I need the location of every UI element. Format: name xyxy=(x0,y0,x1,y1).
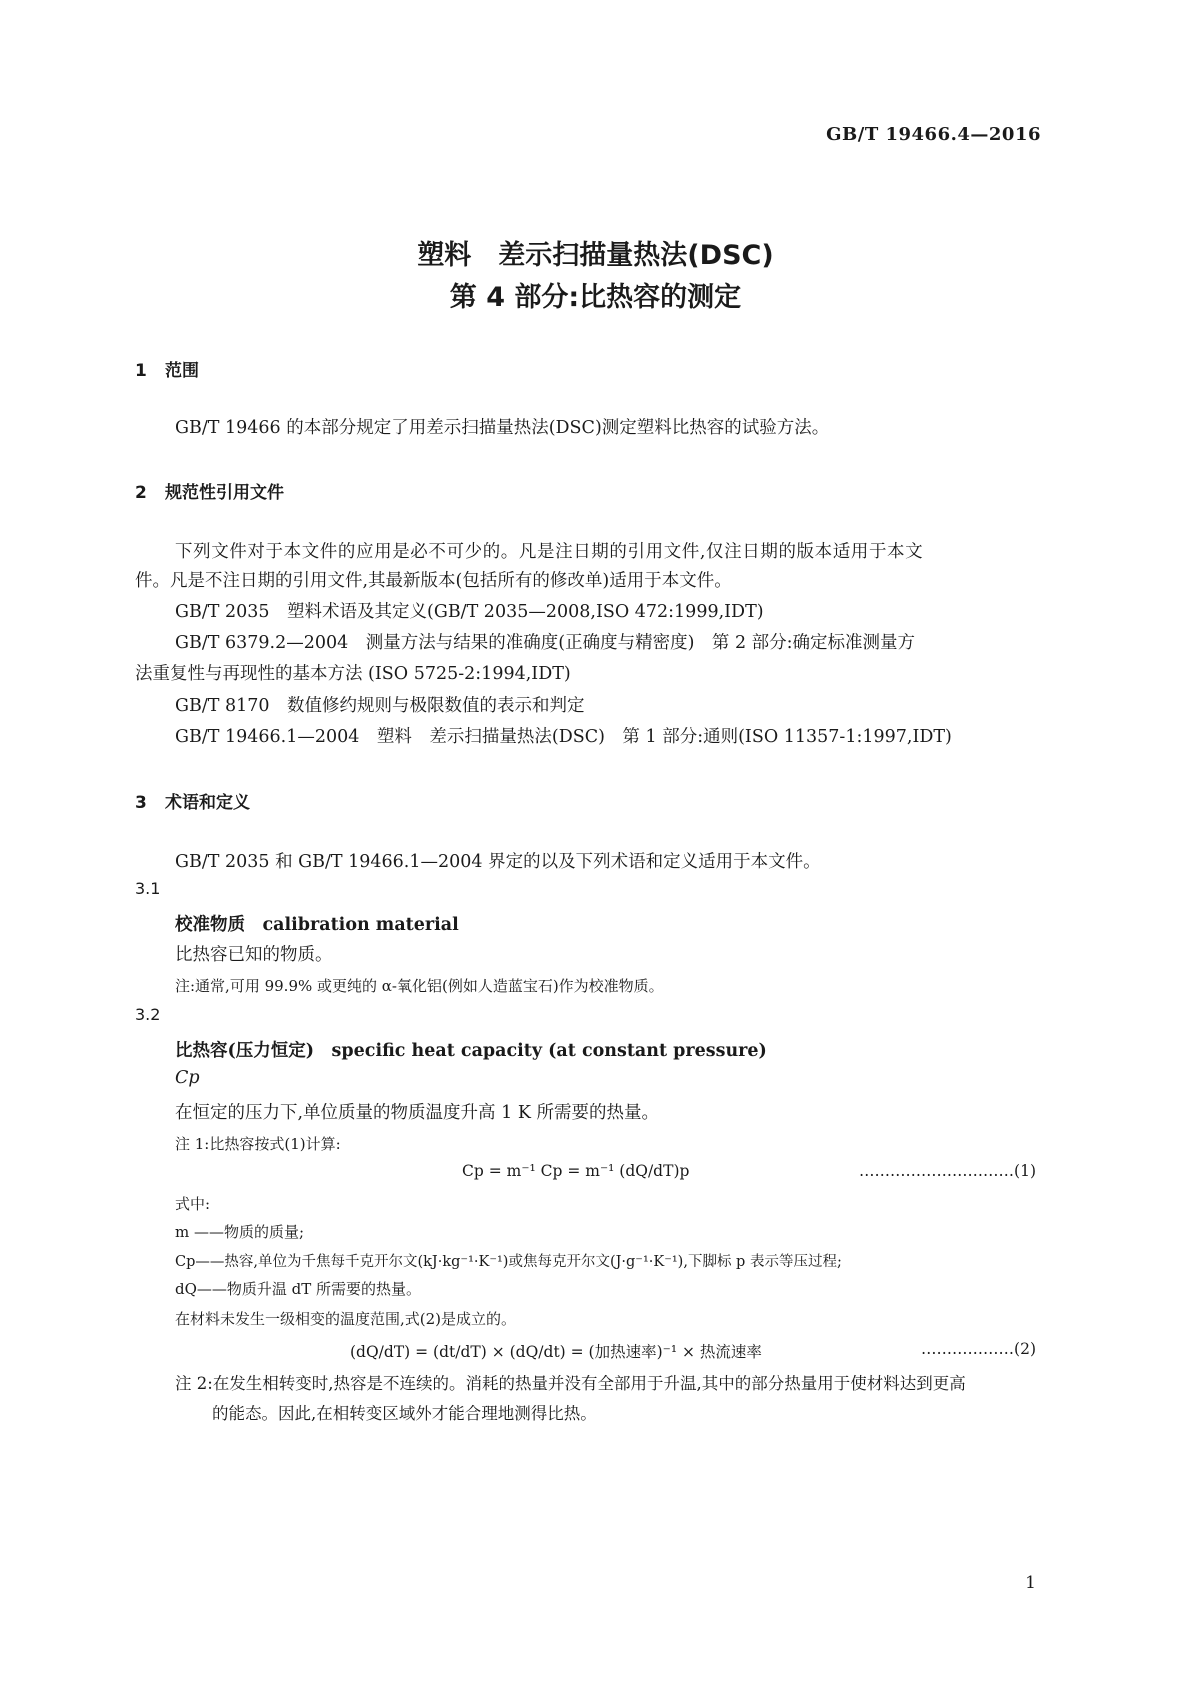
note-1: 注 1:比热容按式(1)计算: xyxy=(175,1135,341,1153)
equation-2: (dQ/dT) = (dt/dT) × (dQ/dt) = (加热速率)⁻¹ × 热流速率 xyxy=(350,1343,762,1361)
terms-intro: GB/T 2035 和 GB/T 19466.1—2004 界定的以及下列术语和定义适用于本文件。 xyxy=(175,852,821,872)
reference-gbt-8170: GB/T 8170 数值修约规则与极限数值的表示和判定 xyxy=(175,696,585,716)
section-title: 规范性引用文件 xyxy=(165,483,284,503)
where-label: 式中: xyxy=(175,1195,211,1213)
variable-dq: dQ——物质升温 dT 所需要的热量。 xyxy=(175,1280,422,1298)
section-title: 范围 xyxy=(165,361,199,381)
document-title: 塑料 差示扫描量热法(DSC) xyxy=(417,240,774,271)
range-statement: 在材料未发生一级相变的温度范围,式(2)是成立的。 xyxy=(175,1310,517,1328)
term-3-2-number: 3.2 xyxy=(135,1005,161,1024)
equation-1: Cp = m⁻¹ Cp = m⁻¹ (dQ/dT)p xyxy=(462,1162,690,1180)
term-3-1-number: 3.1 xyxy=(135,879,161,898)
term-3-2-symbol: Cp xyxy=(175,1068,200,1088)
term-3-2-definition: 在恒定的压力下,单位质量的物质温度升高 1 K 所需要的热量。 xyxy=(175,1103,659,1123)
standard-number: GB/T 19466.4—2016 xyxy=(826,124,1041,145)
section-1-heading xyxy=(135,356,199,381)
references-intro-line1: 下列文件对于本文件的应用是必不可少的。凡是注日期的引用文件,仅注日期的版本适用于本文 xyxy=(175,542,924,562)
reference-gbt-6379-line1: GB/T 6379.2—2004 测量方法与结果的准确度(正确度与精密度) 第 2 部分:确定标准测量方 xyxy=(175,633,916,653)
reference-gbt-6379-line2: 法重复性与再现性的基本方法 (ISO 5725-2:1994,IDT) xyxy=(135,664,571,684)
equation-1-number: …………………………(1) xyxy=(859,1162,1036,1180)
section-number: 3 xyxy=(135,793,147,813)
variable-m: m ——物质的质量; xyxy=(175,1223,305,1241)
term-3-1-note: 注:通常,可用 99.9% 或更纯的 α-氧化铝(例如人造蓝宝石)作为校准物质。 xyxy=(175,977,664,995)
document-subtitle: 第 4 部分:比热容的测定 xyxy=(449,282,742,313)
section-number: 1 xyxy=(135,361,147,381)
variable-cp: Cp——热容,单位为千焦每千克开尔文(kJ·kg⁻¹·K⁻¹)或焦每克开尔文(J·g⁻¹·K⁻¹),下脚标 p 表示等压过程; xyxy=(175,1254,842,1270)
note-2-line1: 注 2:在发生相转变时,热容是不连续的。消耗的热量并没有全部用于升温,其中的部分热量用于使材料达到更高 xyxy=(175,1374,966,1393)
term-3-1-definition: 比热容已知的物质。 xyxy=(175,945,333,965)
term-3-2-title: 比热容(压力恒定) specific heat capacity (at constant pressure) xyxy=(175,1041,767,1061)
scope-paragraph: GB/T 19466 的本部分规定了用差示扫描量热法(DSC)测定塑料比热容的试验方法。 xyxy=(175,418,830,438)
note-2-line2: 的能态。因此,在相转变区域外才能合理地测得比热。 xyxy=(212,1404,597,1423)
page-number: 1 xyxy=(1025,1573,1036,1593)
references-intro-line2: 件。凡是不注日期的引用文件,其最新版本(包括所有的修改单)适用于本文件。 xyxy=(135,571,732,591)
section-2-heading xyxy=(135,478,284,503)
section-title: 术语和定义 xyxy=(165,793,250,813)
equation-2-number: ………………(2) xyxy=(921,1340,1036,1358)
term-3-1-title: 校准物质 calibration material xyxy=(175,915,459,935)
reference-gbt-19466-1: GB/T 19466.1—2004 塑料 差示扫描量热法(DSC) 第 1 部分:通则(ISO 11357-1:1997,IDT) xyxy=(175,727,952,747)
section-3-heading xyxy=(135,788,250,813)
reference-gbt-2035: GB/T 2035 塑料术语及其定义(GB/T 2035—2008,ISO 472:1999,IDT) xyxy=(175,602,764,622)
section-number: 2 xyxy=(135,483,147,503)
